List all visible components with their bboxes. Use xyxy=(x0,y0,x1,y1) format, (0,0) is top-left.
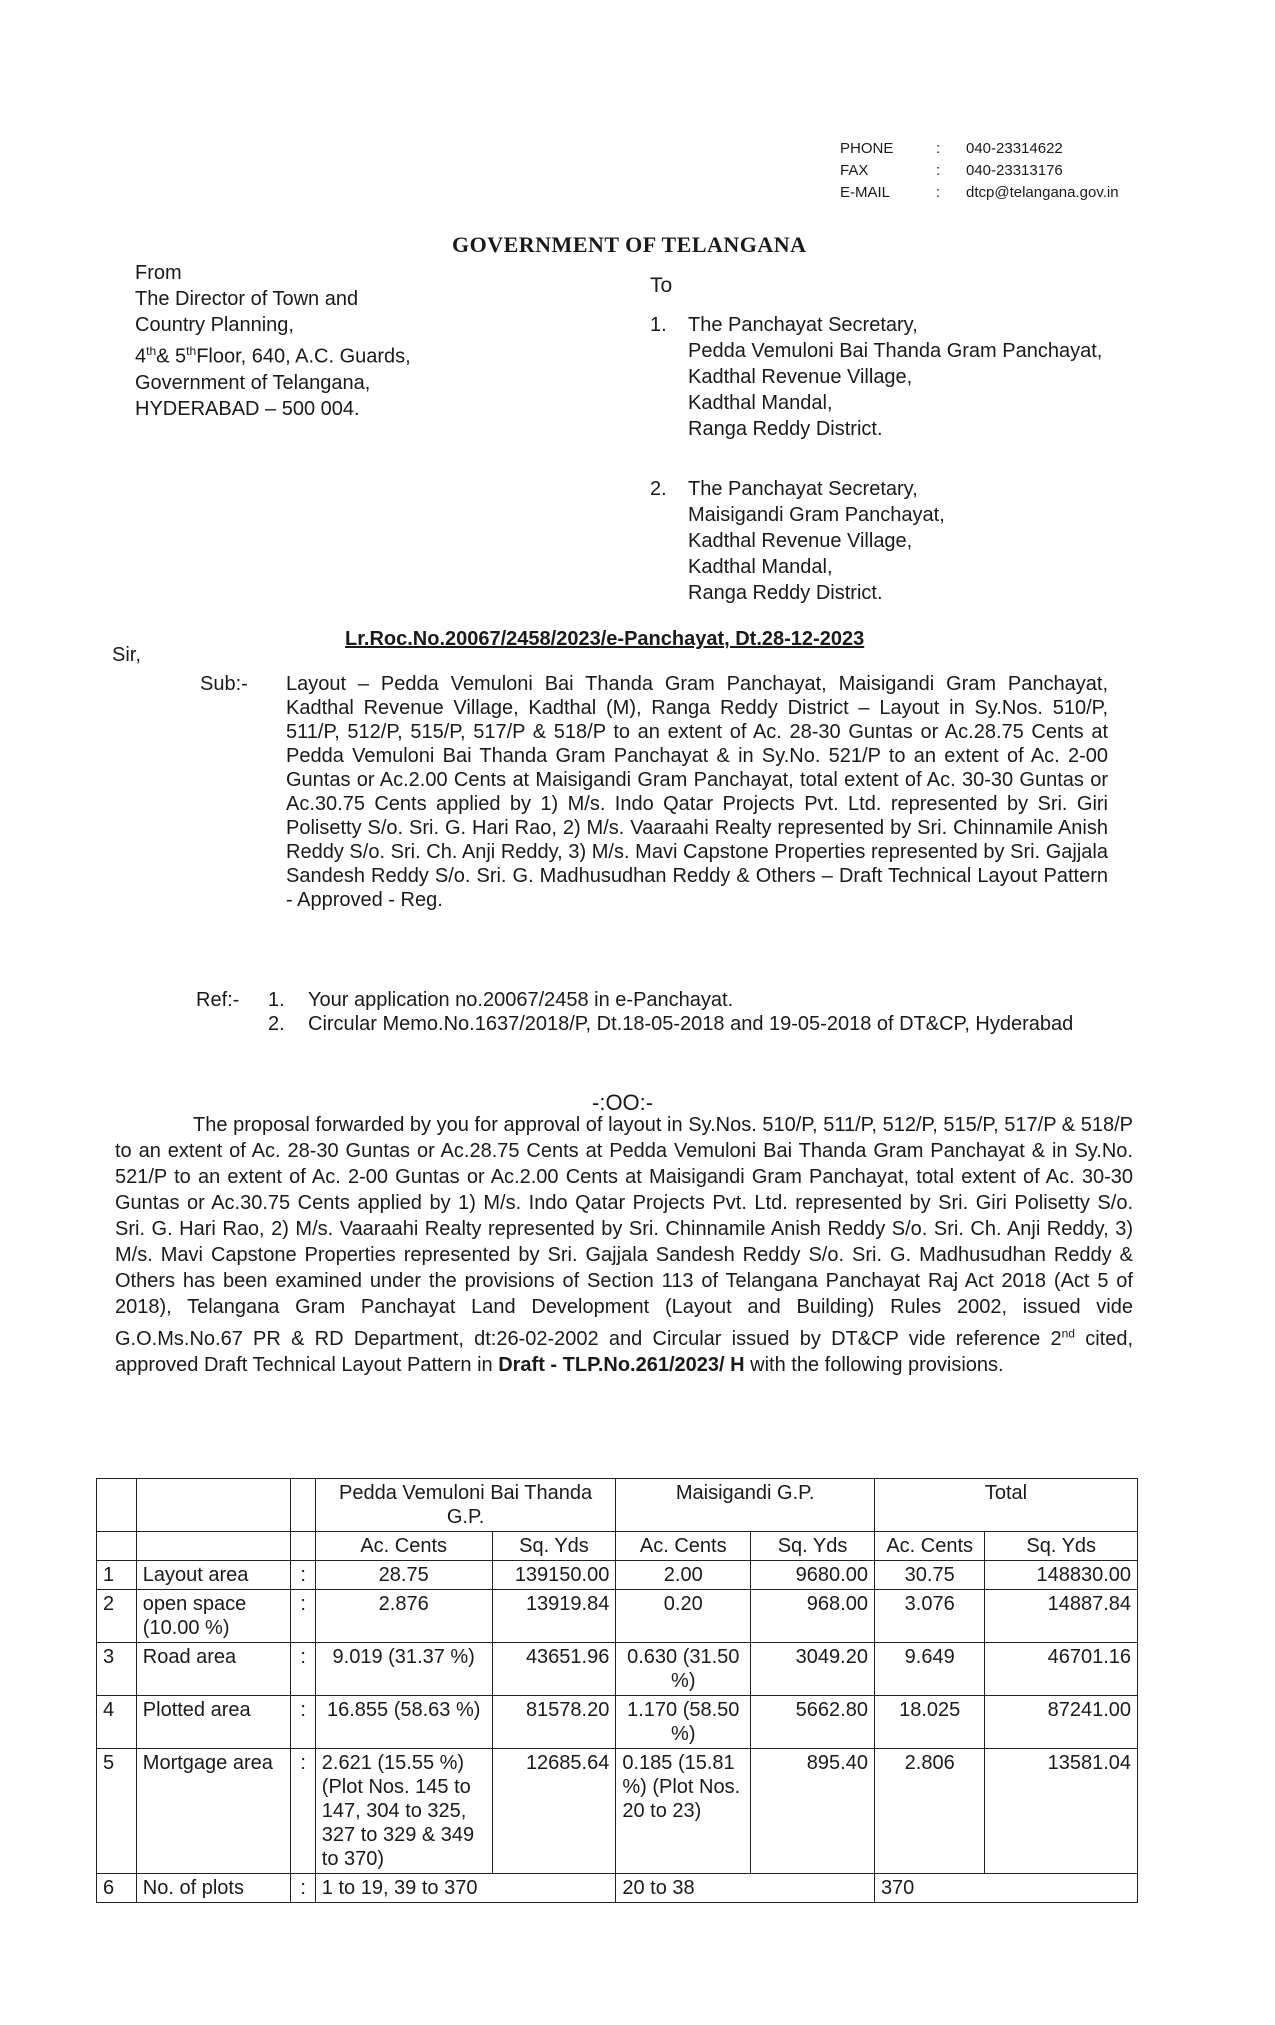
addressee-line: Ranga Reddy District. xyxy=(688,582,883,604)
header-blank xyxy=(97,1532,137,1561)
letter-reference-number: Lr.Roc.No.20067/2458/2023/e-Panchayat, Dt.28-12-2023 xyxy=(345,628,865,650)
from-block xyxy=(135,260,411,422)
row-item: Road area xyxy=(136,1643,291,1696)
cell-total-sqyds: 14887.84 xyxy=(985,1590,1138,1643)
addressee-line: Pedda Vemuloni Bai Thanda Gram Panchayat, xyxy=(688,340,1103,362)
cell-mg-plots: 20 to 38 xyxy=(616,1874,875,1903)
header-blank xyxy=(136,1532,291,1561)
from-label: From xyxy=(135,262,182,284)
cell-total-acres: 18.025 xyxy=(874,1696,985,1749)
row-colon: : xyxy=(291,1590,315,1643)
email-row xyxy=(840,182,1119,204)
cell-mg-sqyds: 968.00 xyxy=(751,1590,875,1643)
row-item: Layout area xyxy=(136,1561,291,1590)
cell-mg-acres: 1.170 (58.50 %) xyxy=(616,1696,751,1749)
table-sub-header xyxy=(97,1532,1138,1561)
cell-mg-sqyds: 3049.20 xyxy=(751,1643,875,1696)
phone-number: 040-23314622 xyxy=(966,140,1063,157)
row-colon: : xyxy=(291,1561,315,1590)
cell-mg-sqyds: 895.40 xyxy=(751,1749,875,1874)
table-row xyxy=(97,1561,1138,1590)
group-total: Total xyxy=(874,1479,1137,1532)
reference-item xyxy=(268,988,1106,1012)
cell-pv-acres: 2.621 (15.55 %) (Plot Nos. 145 to 147, 304 to 325, 327 to 329 & 349 to 370) xyxy=(315,1749,492,1874)
addressee-line: The Panchayat Secretary, xyxy=(688,314,918,336)
addressee-2 xyxy=(650,476,945,606)
cell-pv-acres: 16.855 (58.63 %) xyxy=(315,1696,492,1749)
cell-total-plots: 370 xyxy=(874,1874,1137,1903)
cell-pv-sqyds: 81578.20 xyxy=(492,1696,616,1749)
reference-number: 1. xyxy=(268,989,285,1011)
row-item: open space (10.00 %) xyxy=(136,1590,291,1643)
addressee-line: The Panchayat Secretary, xyxy=(688,478,918,500)
from-line: The Director of Town and xyxy=(135,288,359,310)
addressee-line: Maisigandi Gram Panchayat, xyxy=(688,504,945,526)
body-text-before: The proposal forwarded by you for approval of layout in Sy.Nos. 510/P, 511/P, 512/P, 515/P, 517/P & 518/P to an extent of Ac. 28-30 Guntas or Ac.28.75 Cents at Pedda Vemuloni Bai Thanda Gram Panchayat & in Sy.No. 521/P to an extent of Ac. 2-00 Guntas or Ac.2.00 Cents at Maisigandi Gram Panchayat, total extent of Ac. 30-30 Guntas or Ac.30.75 Cents applied by 1) M/s. Indo Qatar Projects Pvt. Ltd. represented by Sri. Giri Polisetty S/o. Sri. G. Hari Rao, 2) M/s. Vaaraahi Realty represented by Sri. Chinnamile Anish Reddy S/o. Sri. Ch. Anji Reddy, 3) M/s. Mavi Capstone Properties represented by Sri. Gajjala Sandesh Reddy S/o. Sri. G. Madhusudhan Reddy & Others has been examined under the provisions of Section 113 of Telangana Panchayat Raj Act 2018 (Act 5 of 2018), Telangana Gram Panchayat Land Development (Layout and Building) Rules 2002, issued vide G.O.Ms.No.67 PR & RD Department, dt:26-02-2002 and Circular issued by DT&CP vide reference 2nd cited, approved Draft Technical Layout Pattern in xyxy=(115,1114,1134,1376)
contact-block xyxy=(840,138,1119,204)
cell-total-acres: 9.649 xyxy=(874,1643,985,1696)
cell-pv-sqyds: 139150.00 xyxy=(492,1561,616,1590)
header-blank xyxy=(291,1532,315,1561)
addressee-line: Kadthal Revenue Village, xyxy=(688,530,913,552)
row-number: 6 xyxy=(97,1874,137,1903)
cell-pv-sqyds: 43651.96 xyxy=(492,1643,616,1696)
subheader: Sq. Yds xyxy=(985,1532,1138,1561)
fax-row xyxy=(840,160,1119,182)
row-colon: : xyxy=(291,1874,315,1903)
addressee-number: 1. xyxy=(650,314,667,336)
addressee-line: Kadthal Mandal, xyxy=(688,556,833,578)
from-line: Country Planning, xyxy=(135,314,294,336)
subheader: Ac. Cents xyxy=(616,1532,751,1561)
cell-total-acres: 30.75 xyxy=(874,1561,985,1590)
cell-total-sqyds: 87241.00 xyxy=(985,1696,1138,1749)
cell-pv-acres: 9.019 (31.37 %) xyxy=(315,1643,492,1696)
fax-separator: : xyxy=(936,162,941,179)
cell-mg-acres: 0.20 xyxy=(616,1590,751,1643)
government-heading: GOVERNMENT OF TELANGANA xyxy=(452,232,807,257)
group-pedda-vemuloni: Pedda Vemuloni Bai Thanda G.P. xyxy=(315,1479,616,1532)
addressee-line: Kadthal Revenue Village, xyxy=(688,366,913,388)
subheader: Sq. Yds xyxy=(492,1532,616,1561)
area-statement-table xyxy=(96,1478,1138,1903)
fax-label: FAX xyxy=(840,162,869,179)
to-label: To xyxy=(650,274,673,297)
row-colon: : xyxy=(291,1749,315,1874)
from-line: HYDERABAD – 500 004. xyxy=(135,397,360,420)
cell-total-acres: 2.806 xyxy=(874,1749,985,1874)
row-colon: : xyxy=(291,1696,315,1749)
from-line: Government of Telangana, xyxy=(135,371,371,394)
reference-item xyxy=(268,1012,1106,1036)
section-separator: -:OO:- xyxy=(592,1090,654,1115)
addressee-number: 2. xyxy=(650,478,667,500)
subheader: Ac. Cents xyxy=(874,1532,985,1561)
row-item: Mortgage area xyxy=(136,1749,291,1874)
subheader: Sq. Yds xyxy=(751,1532,875,1561)
row-number: 5 xyxy=(97,1749,137,1874)
table-row xyxy=(97,1749,1138,1874)
salutation: Sir, xyxy=(112,644,141,666)
cell-pv-sqyds: 13919.84 xyxy=(492,1590,616,1643)
email-label: E-MAIL xyxy=(840,184,891,201)
table-group-header xyxy=(97,1479,1138,1532)
fax-number: 040-23313176 xyxy=(966,162,1063,179)
reference-text: Your application no.20067/2458 in e-Panchayat. xyxy=(308,989,734,1011)
phone-label: PHONE xyxy=(840,140,894,157)
row-number: 4 xyxy=(97,1696,137,1749)
cell-mg-sqyds: 9680.00 xyxy=(751,1561,875,1590)
subject-label: Sub:- xyxy=(200,673,248,695)
reference-number: 2. xyxy=(268,1013,285,1035)
table-row xyxy=(97,1643,1138,1696)
cell-total-sqyds: 13581.04 xyxy=(985,1749,1138,1874)
reference-text: Circular Memo.No.1637/2018/P, Dt.18-05-2018 and 19-05-2018 of DT&CP, Hyderabad xyxy=(308,1013,1074,1035)
cell-pv-acres: 28.75 xyxy=(315,1561,492,1590)
cell-mg-acres: 0.630 (31.50 %) xyxy=(616,1643,751,1696)
cell-total-acres: 3.076 xyxy=(874,1590,985,1643)
addressee-line: Ranga Reddy District. xyxy=(688,418,883,440)
cell-mg-sqyds: 5662.80 xyxy=(751,1696,875,1749)
phone-separator: : xyxy=(936,140,941,157)
cell-total-sqyds: 46701.16 xyxy=(985,1643,1138,1696)
row-item: No. of plots xyxy=(136,1874,291,1903)
cell-mg-acres: 0.185 (15.81 %) (Plot Nos. 20 to 23) xyxy=(616,1749,751,1874)
body-text-after: with the following provisions. xyxy=(744,1353,1004,1376)
row-number: 2 xyxy=(97,1590,137,1643)
table-row xyxy=(97,1696,1138,1749)
references-block xyxy=(196,988,1106,1036)
subject-text: Layout – Pedda Vemuloni Bai Thanda Gram Panchayat, Maisigandi Gram Panchayat, Kadthal Revenue Village, Kadthal (M), Ranga Reddy District – Layout in Sy.Nos. 510/P, 511/P, 512/P, 515/P, 517/P & 518/P to an extent of Ac. 28-30 Guntas or Ac.28.75 Cents at Pedda Vemuloni Bai Thanda Gram Panchayat & in Sy.No. 521/P to an extent of Ac. 2-00 Guntas or Ac.2.00 Cents at Maisigandi Gram Panchayat, total extent of Ac. 30-30 Guntas or Ac.30.75 Cents applied by 1) M/s. Indo Qatar Projects Pvt. Ltd. represented by Sri. Giri Polisetty S/o. Sri. G. Hari Rao, 2) M/s. Vaaraahi Realty represented by Sri. Chinnamile Anish Reddy S/o. Sri. Ch. Anji Reddy, 3) M/s. Mavi Capstone Properties represented by Sri. Gajjala Sandesh Reddy S/o. Sri. G. Madhusudhan Reddy & Others – Draft Technical Layout Pattern - Approved - Reg. xyxy=(286,673,1108,911)
table-row xyxy=(97,1590,1138,1643)
table-row-plots xyxy=(97,1874,1138,1903)
subheader: Ac. Cents xyxy=(315,1532,492,1561)
row-colon: : xyxy=(291,1643,315,1696)
cell-pv-sqyds: 12685.64 xyxy=(492,1749,616,1874)
cell-mg-acres: 2.00 xyxy=(616,1561,751,1590)
group-maisigandi: Maisigandi G.P. xyxy=(616,1479,875,1532)
phone-row xyxy=(840,138,1119,160)
row-number: 3 xyxy=(97,1643,137,1696)
tlp-number: Draft - TLP.No.261/2023/ H xyxy=(498,1353,745,1376)
from-line-floor: 4th& 5thFloor, 640, A.C. Guards, xyxy=(135,344,411,368)
row-number: 1 xyxy=(97,1561,137,1590)
header-blank xyxy=(97,1479,137,1532)
cell-pv-acres: 2.876 xyxy=(315,1590,492,1643)
header-blank xyxy=(291,1479,315,1532)
row-item: Plotted area xyxy=(136,1696,291,1749)
addressee-1 xyxy=(650,312,1102,442)
email-separator: : xyxy=(936,184,941,201)
body-paragraph xyxy=(115,1112,1133,1378)
cell-total-sqyds: 148830.00 xyxy=(985,1561,1138,1590)
addressee-line: Kadthal Mandal, xyxy=(688,392,833,414)
email-address: dtcp@telangana.gov.in xyxy=(966,184,1119,201)
subject-block xyxy=(200,672,1108,912)
references-label: Ref:- xyxy=(196,989,240,1011)
header-blank xyxy=(136,1479,291,1532)
cell-pv-plots: 1 to 19, 39 to 370 xyxy=(315,1874,616,1903)
